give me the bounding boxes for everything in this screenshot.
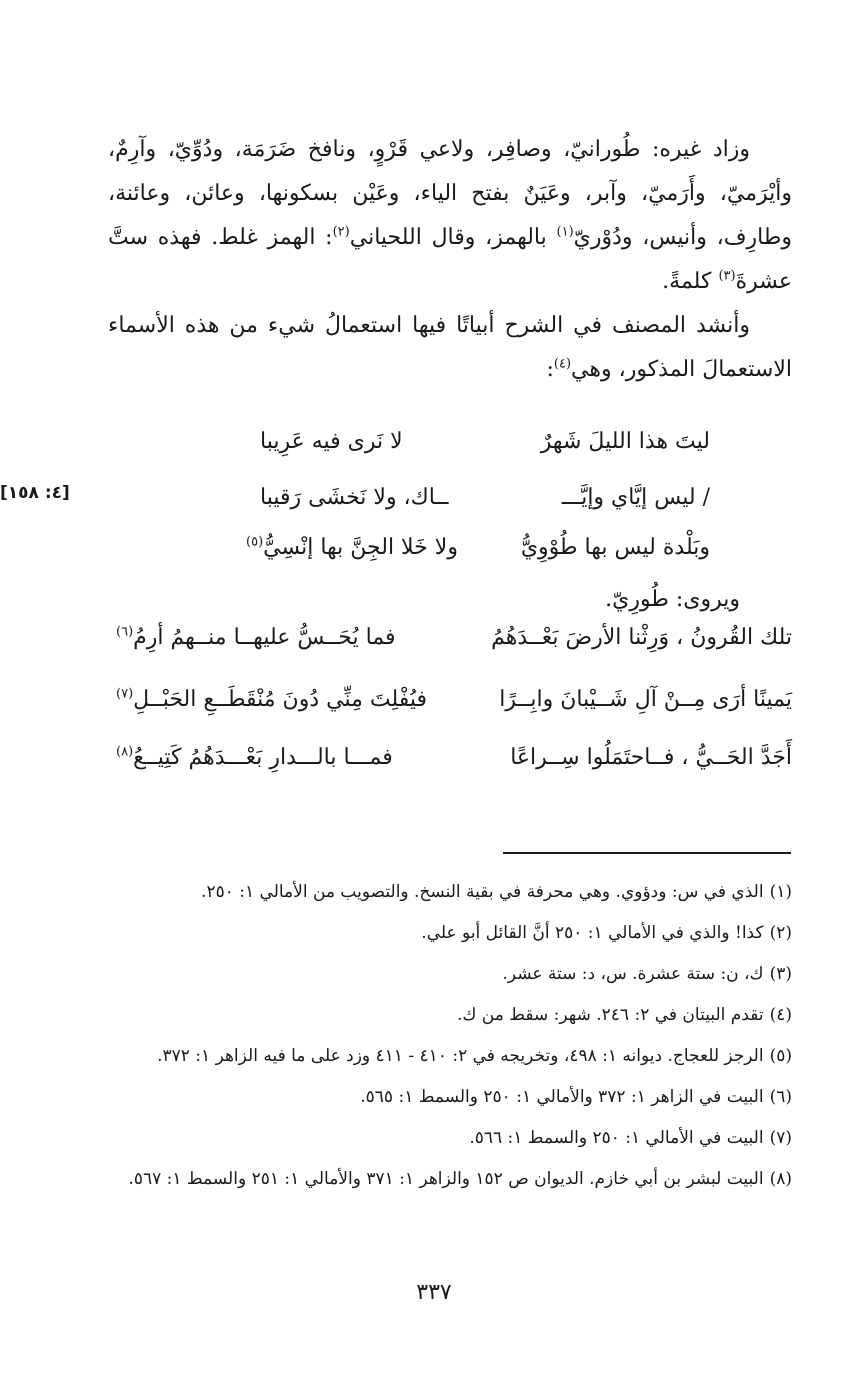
verse-4 — [108, 616, 792, 660]
footnote-number: (٦) — [769, 1087, 792, 1107]
verse-2 — [150, 476, 710, 520]
paragraph-2-text-a: وأنشد المصنف في الشرح أبياتًا فيها استعمالُ شيء من هذه الأسماء الاستعمالَ المذكور، وهي — [108, 313, 792, 382]
verse-4-second-hemistich — [116, 616, 396, 660]
footnote-ref-4[interactable]: (٤) — [553, 356, 572, 372]
paragraph-1 — [108, 128, 792, 304]
footnote-text: الذي في س: ودؤوي. وهي محرفة في بقية النسخ. والتصويب من الأمالي ١: ٢٥٠. — [201, 882, 764, 902]
verse-6-second-hemistich — [116, 736, 393, 780]
margin-reference: [٤: ١٥٨] — [0, 483, 70, 503]
footnote-5 — [108, 1036, 792, 1077]
verse-6 — [108, 736, 792, 780]
footnote-text: البيت في الزاهر ١: ٣٧٢ والأمالي ١: ٢٥٠ والسمط ١: ٥٦٥. — [360, 1087, 764, 1107]
footnotes — [108, 872, 792, 1200]
footnote-2 — [108, 913, 792, 954]
footnote-8 — [108, 1159, 792, 1200]
verse-1 — [150, 420, 710, 464]
footnote-ref-6[interactable]: (٦) — [116, 624, 134, 640]
footnote-ref-2[interactable]: (٢) — [332, 224, 350, 240]
verse-3-second-text: ولا خَلا الجِنَّ بها إنْسِيُّ — [263, 535, 458, 560]
footnote-text: البيت في الأمالي ١: ٢٥٠ والسمط ١: ٥٦٦. — [469, 1128, 764, 1148]
verse-4-first-hemistich: تلك القُرونُ ، وَرِثْنا الأرضَ بَعْــدَهُمُ — [491, 625, 792, 650]
verse-5-second-text: فيُفْلِتَ مِنِّي دُونَ مُنْقَطَــعِ الحَبْــلِ — [133, 687, 428, 712]
paragraph-1-text-a: وزاد غيره: طُورانيّ، وصافِر، ولاعي قَرْوٍ، ونافخ ضَرَمَة، ودُوِّيّ، وآرِمٌ، وأيْرَميّ، وأَرَميّ، وآبر، وعَيَنٌ بفتح الياء، وعَيْن بسكونها، وعائن، وعائنة، وطارِف، وأنيس، ودُوْريّ — [108, 137, 793, 250]
verse-6-first-hemistich: أَجَدَّ الحَــيُّ ، فــاحتَمَلُوا سِــراعًا — [510, 745, 792, 770]
verse-1-second-hemistich: لا نَرى فيه عَرِيبا — [260, 429, 403, 454]
page-number: ٣٣٧ — [416, 1280, 452, 1305]
footnote-number: (٨) — [769, 1169, 792, 1189]
footnote-ref-5[interactable]: (٥) — [246, 534, 264, 550]
verse-2-first-hemistich: / ليس إيَّاي وإيَّـــ — [561, 485, 710, 510]
footnote-number: (٣) — [769, 964, 792, 984]
footnote-text: البيت لبشر بن أبي خازم. الديوان ص ١٥٢ والزاهر ١: ٣٧١ والأمالي ١: ٢٥١ والسمط ١: ٥٦٧. — [128, 1169, 764, 1189]
footnote-3 — [108, 954, 792, 995]
footnote-text: الرجز للعجاج. ديوانه ١: ٤٩٨، وتخريجه في ٢: ٤١٠ - ٤١١ وزد على ما فيه الزاهر ١: ٣٧٢. — [157, 1046, 764, 1066]
footnote-text: كذا! والذي في الأمالي ١: ٢٥٠ أنَّ القائل أبو علي. — [421, 923, 764, 943]
verse-1-first-hemistich: ليتَ هذا الليلَ شَهرٌ — [540, 429, 710, 454]
footnote-ref-3[interactable]: (٣) — [718, 268, 736, 284]
footnote-6 — [108, 1077, 792, 1118]
main-text — [108, 128, 792, 392]
verse-3 — [150, 526, 710, 570]
verse-3-second-hemistich — [246, 526, 458, 570]
paragraph-2 — [108, 304, 792, 392]
footnote-text: ك، ن: ستة عشرة. س، د: ستة عشر. — [502, 964, 764, 984]
verse-5-second-hemistich — [116, 678, 427, 722]
footnote-1 — [108, 872, 792, 913]
footnote-text: تقدم البيتان في ٢: ٢٤٦. شهر: سقط من ك. — [456, 1005, 764, 1025]
footnote-number: (١) — [769, 882, 792, 902]
footnote-number: (٧) — [769, 1128, 792, 1148]
verse-5-first-hemistich: يَمينًا أرَى مِــنْ آلِ شَــيْبانَ وابِــرًا — [499, 687, 792, 712]
paragraph-1-text-d: كلمةً. — [662, 269, 719, 294]
paragraph-2-text-b: : — [546, 357, 554, 382]
verse-2-second-hemistich: ــاك، ولا نَخشَى رَقيبا — [260, 485, 449, 510]
verse-6-second-text: فمـــا بالـــدارِ بَعْـــدَهُمُ كَتِيــعُ — [133, 745, 393, 770]
paragraph-1-text-b: بالهمز، وقال اللحياني — [349, 225, 557, 250]
paragraph-1-text-c: : الهمز غلط. فهذه ستَّ عشرةَ — [108, 225, 792, 294]
verse-4-second-text: فما يُحَــسُّ عليهــا منــهمُ أرِمُ — [133, 625, 396, 650]
footnote-7 — [108, 1118, 792, 1159]
footnote-ref-8[interactable]: (٨) — [116, 744, 134, 760]
verse-5 — [108, 678, 792, 722]
footnote-divider — [503, 852, 791, 854]
footnote-4 — [108, 995, 792, 1036]
footnote-ref-1[interactable]: (١) — [556, 224, 574, 240]
yurwa-text: ويروى: طُورِيّ. — [605, 587, 740, 612]
footnote-number: (٥) — [769, 1046, 792, 1066]
footnote-ref-7[interactable]: (٧) — [116, 686, 134, 702]
footnote-number: (٤) — [769, 1005, 792, 1025]
verse-3-first-hemistich: وبَلْدة ليس بها طُوْوِيُّ — [520, 535, 710, 560]
footnote-number: (٢) — [769, 923, 792, 943]
